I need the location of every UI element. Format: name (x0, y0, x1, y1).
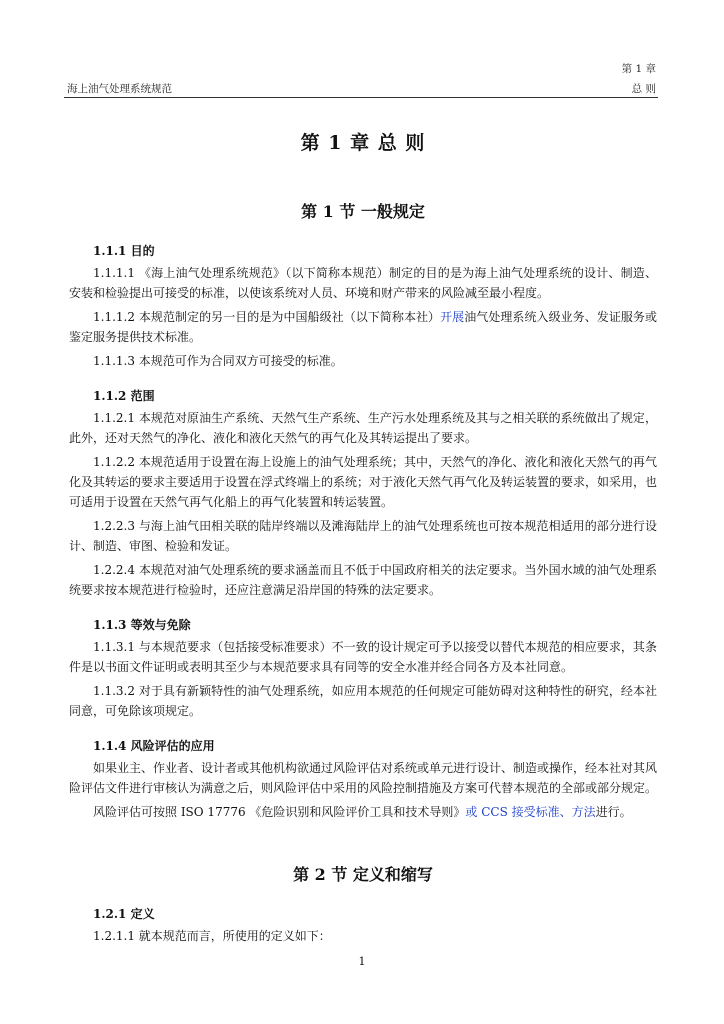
chapter-title: 第 1 章 总 则 (300, 132, 426, 154)
page-number: 1 (358, 955, 366, 968)
inline-link-ccs-standards[interactable]: 或 CCS 接受标准、方法 (465, 805, 596, 819)
para-1-2-1-1: 1.2.1.1 就本规范而言，所使用的定义如下： (93, 929, 331, 943)
para-1-2-2-4: 1.2.2.4 本规范对油气处理系统的要求涵盖而且不低于中国政府相关的法定要求。当外国水域的油气处理系统要求按本规范进行检验时，还应注意满足沿岸国的特殊的法定要求。 (69, 563, 657, 597)
para-1-1-2-1: 1.1.2.1 本规范对原油生产系统、天然气生产系统、生产污水处理系统及其与之相关联的系统做出了规定，此外，还对天然气的净化、液化和液化天然气的再气化及其转运提出了要求。 (69, 411, 657, 445)
header-divider (64, 97, 658, 98)
para-1-1-4-1: 如果业主、作业者、设计者或其他机构欲通过风险评估对系统或单元进行设计、制造或操作，经本社对其风险评估文件进行审核认为满意之后，则风险评估中采用的风险控制措施及方案可代替本规范的全部或部分规定。 (69, 761, 658, 795)
section-2-title: 第 2 节 定义和缩写 (293, 865, 433, 884)
para-1-1-1-3: 1.1.1.3 本规范可作为合同双方可接受的标准。 (93, 354, 343, 368)
para-1-1-4-2 (69, 802, 657, 822)
heading-1-2-1: 1.2.1 定义 (93, 907, 155, 921)
header-chapter-label: 第 1 章 (621, 63, 656, 75)
inline-link-kaizhan[interactable]: 开展 (440, 310, 465, 324)
heading-1-1-1: 1.1.1 目的 (93, 244, 155, 258)
heading-1-1-2: 1.1.2 范围 (93, 389, 155, 403)
para-1-1-1-2 (69, 307, 657, 347)
heading-1-1-4: 1.1.4 风险评估的应用 (93, 739, 215, 753)
para-text: 进行。 (595, 805, 632, 819)
heading-1-1-3: 1.1.3 等效与免除 (93, 618, 191, 632)
para-1-1-3-1: 1.1.3.1 与本规范要求（包括接受标准要求）不一致的设计规定可予以接受以替代本规范的相应要求，其条件是以书面文件证明或表明其至少与本规范要求具有同等的安全水准并经合同各方及本社同意。 (69, 640, 657, 674)
para-1-1-2-2: 1.1.2.2 本规范适用于设置在海上设施上的油气处理系统；其中，天然气的净化、液化和液化天然气的再气化及其转运的要求主要适用于设置在浮式终端上的系统；对于液化天然气再气化及转运装置的要求，如采用，也可适用于设置在天然气再气化船上的再气化装置和转运装置。 (69, 455, 658, 509)
para-1-2-2-3: 1.2.2.3 与海上油气田相关联的陆岸终端以及滩海陆岸上的油气处理系统也可按本规范相适用的部分进行设计、制造、审图、检验和发证。 (69, 519, 657, 553)
para-1-1-3-2: 1.1.3.2 对于具有新颖特性的油气处理系统，如应用本规范的任何规定可能妨碍对这种特性的研究，经本社同意，可免除该项规定。 (69, 684, 657, 718)
para-text: 风险评估可按照 ISO 17776 《危险识别和风险评价工具和技术导则》 (93, 805, 466, 819)
header-doc-title: 海上油气处理系统规范 (67, 83, 172, 95)
para-1-1-1-1: 1.1.1.1 《海上油气处理系统规范》（以下简称本规范）制定的目的是为海上油气处理系统的设计、制造、安装和检验提出可接受的标准，以使该系统对人员、环境和财产带来的风险减至最小程度。 (69, 266, 657, 300)
section-1-title: 第 1 节 一般规定 (301, 202, 425, 221)
header-section-name: 总 则 (631, 83, 656, 95)
para-text: 油气处理系统入级业务、发证服务或鉴定服务提供技术标准。 (69, 310, 657, 344)
page-body (69, 122, 657, 950)
para-text: 1.1.1.2 本规范制定的另一目的是为中国船级社（以下简称本社） (93, 310, 441, 324)
